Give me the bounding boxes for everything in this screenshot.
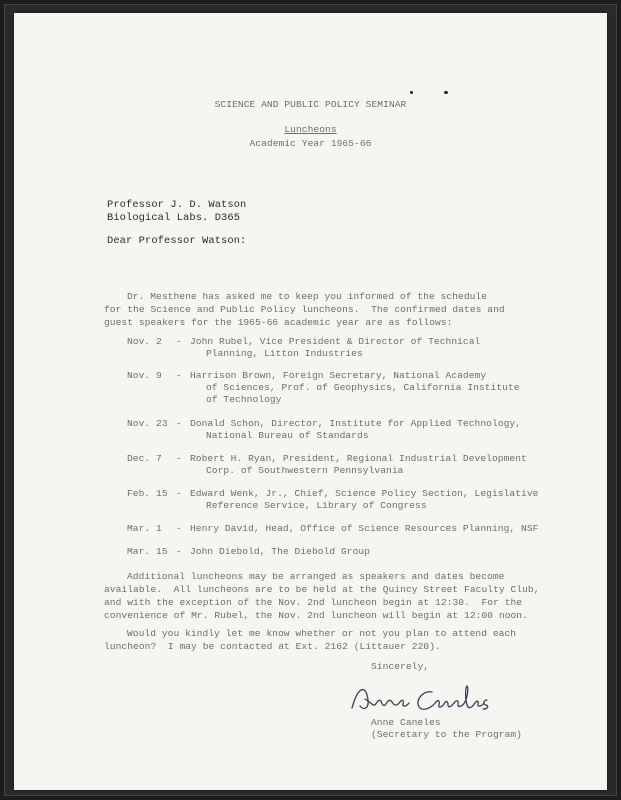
intro-line: for the Science and Public Policy luncheons. The confirmed dates and [104, 304, 505, 315]
schedule-date: Mar. 15 [127, 546, 168, 557]
additional-line: convenience of Mr. Rubel, the Nov. 2nd luncheon will begin at 12:00 noon. [104, 610, 528, 621]
subtitle-text: Luncheons [284, 124, 337, 135]
schedule-speaker-cont: National Bureau of Standards [206, 430, 369, 441]
schedule-speaker: Robert H. Ryan, President, Regional Industrial Development [190, 453, 527, 464]
schedule-dash: - [176, 336, 182, 347]
recipient-name: Professor J. D. Watson [107, 199, 247, 211]
signer-title: (Secretary to the Program) [371, 729, 522, 740]
schedule-dash: - [176, 546, 182, 557]
letter-page [14, 13, 607, 790]
ink-speck [410, 91, 413, 94]
schedule-date: Dec. 7 [127, 453, 162, 464]
schedule-speaker-cont: of Technology [206, 394, 282, 405]
handwritten-signature [348, 678, 498, 718]
salutation: Dear Professor Watson: [107, 235, 247, 247]
request-line: Would you kindly let me know whether or not you plan to attend each [127, 628, 517, 639]
academic-year: Academic Year 1965-66 [249, 138, 372, 149]
schedule-date: Nov. 23 [127, 418, 168, 429]
seminar-title: SCIENCE AND PUBLIC POLICY SEMINAR [214, 99, 407, 110]
schedule-speaker: John Rubel, Vice President & Director of Technical [190, 336, 481, 347]
intro-line: Dr. Mesthene has asked me to keep you informed of the schedule [127, 291, 488, 302]
additional-line: available. All luncheons are to be held at the Quincy Street Faculty Club, [104, 584, 540, 595]
request-line: luncheon? I may be contacted at Ext. 2162 (Littauer 220). [104, 641, 441, 652]
ink-speck [444, 91, 448, 94]
schedule-dash: - [176, 418, 182, 429]
recipient-address: Biological Labs. D365 [107, 212, 241, 224]
schedule-date: Mar. 1 [127, 523, 162, 534]
schedule-date: Feb. 15 [127, 488, 168, 499]
additional-line: and with the exception of the Nov. 2nd luncheon begin at 12:30. For the [104, 597, 523, 608]
schedule-date: Nov. 2 [127, 336, 162, 347]
subtitle [14, 124, 607, 135]
schedule-dash: - [176, 523, 182, 534]
schedule-speaker-cont: Corp. of Southwestern Pennsylvania [206, 465, 404, 476]
schedule-date: Nov. 9 [127, 370, 162, 381]
closing: Sincerely, [371, 661, 430, 672]
additional-line: Additional luncheons may be arranged as speakers and dates become [127, 571, 505, 582]
schedule-speaker: John Diebold, The Diebold Group [190, 546, 371, 557]
schedule-speaker: Donald Schon, Director, Institute for Applied Technology, [190, 418, 522, 429]
schedule-dash: - [176, 370, 182, 381]
schedule-speaker-cont: Planning, Litton Industries [206, 348, 363, 359]
schedule-speaker: Edward Wenk, Jr., Chief, Science Policy Section, Legislative [190, 488, 539, 499]
signer-name: Anne Caneles [371, 717, 441, 728]
schedule-speaker: Harrison Brown, Foreign Secretary, National Academy [190, 370, 487, 381]
schedule-speaker-cont: of Sciences, Prof. of Geophysics, California Institute [206, 382, 520, 393]
schedule-dash: - [176, 453, 182, 464]
intro-line: guest speakers for the 1965-66 academic year are as follows: [104, 317, 453, 328]
schedule-dash: - [176, 488, 182, 499]
schedule-speaker-cont: Reference Service, Library of Congress [206, 500, 427, 511]
schedule-speaker: Henry David, Head, Office of Science Resources Planning, NSF [190, 523, 539, 534]
